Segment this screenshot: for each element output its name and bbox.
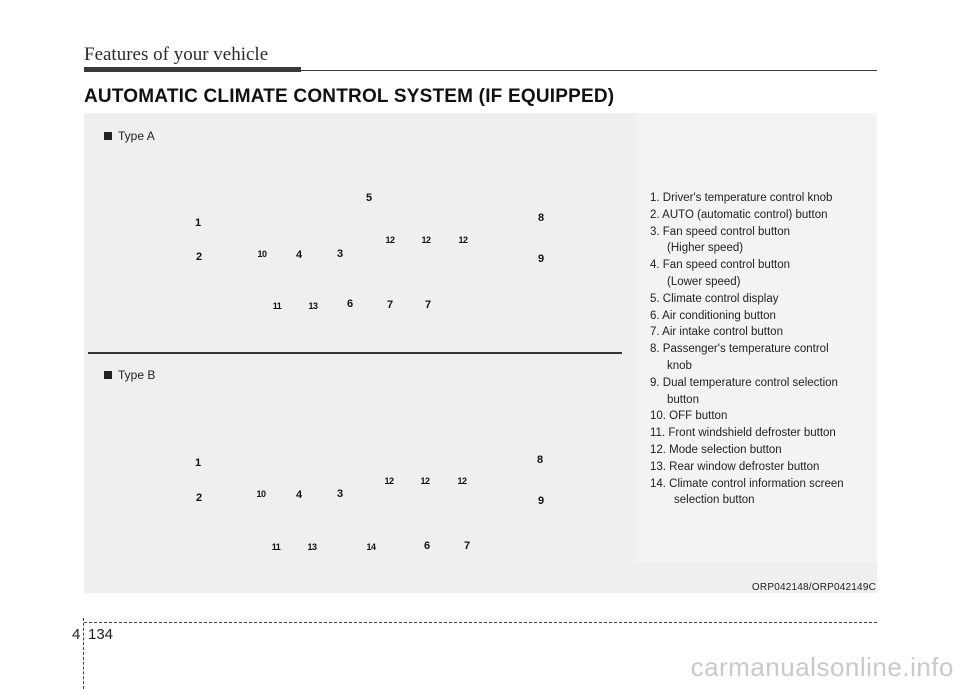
callout: 10 bbox=[257, 249, 267, 259]
callout: 2 bbox=[195, 492, 203, 504]
legend-item: 13. Rear window defroster button bbox=[650, 460, 820, 473]
callout: 12 bbox=[458, 235, 468, 245]
callout: 6 bbox=[423, 540, 431, 552]
callout: 13 bbox=[308, 301, 318, 311]
callout: 7 bbox=[424, 299, 432, 311]
type-b-label bbox=[104, 368, 155, 382]
footer-vertical-rule bbox=[83, 618, 84, 689]
footer-rule bbox=[84, 622, 877, 623]
callout: 5 bbox=[365, 192, 373, 204]
callout: 8 bbox=[537, 212, 545, 224]
callout: 12 bbox=[457, 476, 467, 486]
type-b-label-text: Type B bbox=[118, 368, 156, 382]
callout: 11 bbox=[272, 301, 282, 311]
legend-item: 6. Air conditioning button bbox=[650, 309, 776, 322]
section-heading: AUTOMATIC CLIMATE CONTROL SYSTEM (IF EQUIPPED) bbox=[84, 86, 615, 107]
legend-item: 3. Fan speed control button (Higher speed) bbox=[650, 225, 791, 255]
header-rule-thick bbox=[84, 67, 301, 72]
callout: 2 bbox=[195, 251, 203, 263]
callout: 12 bbox=[385, 235, 395, 245]
square-bullet-icon bbox=[104, 132, 112, 140]
legend-item: 1. Driver's temperature control knob bbox=[650, 192, 833, 204]
type-a-label-text: Type A bbox=[118, 129, 155, 143]
legend-item: 5. Climate control display bbox=[650, 292, 779, 305]
callout: 14 bbox=[366, 542, 376, 552]
panel-divider bbox=[88, 352, 622, 354]
legend-item: 11. Front windshield defroster button bbox=[650, 427, 836, 440]
legend-list bbox=[650, 190, 874, 509]
callout: 7 bbox=[386, 299, 394, 311]
callout: 4 bbox=[295, 489, 303, 501]
callout: 13 bbox=[307, 542, 317, 552]
callout: 6 bbox=[346, 298, 354, 310]
callout: 4 bbox=[295, 249, 303, 261]
callout: 3 bbox=[336, 488, 344, 500]
callout: 9 bbox=[537, 495, 545, 507]
square-bullet-icon bbox=[104, 371, 112, 379]
header-rule-thin bbox=[301, 70, 877, 71]
legend-item: 4. Fan speed control button (Lower speed) bbox=[650, 259, 791, 288]
callout: 9 bbox=[537, 253, 545, 265]
callout: 11 bbox=[271, 542, 281, 552]
callout: 12 bbox=[384, 476, 394, 486]
callout: 1 bbox=[194, 457, 202, 469]
legend-item: 12. Mode selection button bbox=[650, 443, 782, 456]
callout: 10 bbox=[256, 489, 266, 499]
legend-item: 8. Passenger's temperature control knob bbox=[650, 343, 829, 372]
page-number: 134 bbox=[88, 626, 114, 643]
header-title: Features of your vehicle bbox=[84, 44, 269, 65]
legend-item: 2. AUTO (automatic control) button bbox=[650, 208, 828, 221]
callout: 1 bbox=[194, 217, 202, 229]
watermark[interactable]: carmanualsonline.info bbox=[690, 652, 954, 682]
callout: 12 bbox=[421, 235, 431, 245]
legend-item: 9. Dual temperature control selection button bbox=[650, 376, 838, 406]
callout: 8 bbox=[536, 454, 544, 466]
callout: 3 bbox=[336, 248, 344, 260]
chapter-number: 4 bbox=[72, 626, 81, 643]
legend-item: 14. Climate control information screen selection button bbox=[650, 477, 844, 507]
callout: 12 bbox=[420, 476, 430, 486]
callout: 7 bbox=[463, 540, 471, 552]
legend-item: 7. Air intake control button bbox=[650, 326, 783, 339]
type-a-label bbox=[104, 129, 155, 143]
legend-item: 10. OFF button bbox=[650, 410, 728, 423]
figure-code: ORP042148/ORP042149C bbox=[751, 582, 876, 593]
